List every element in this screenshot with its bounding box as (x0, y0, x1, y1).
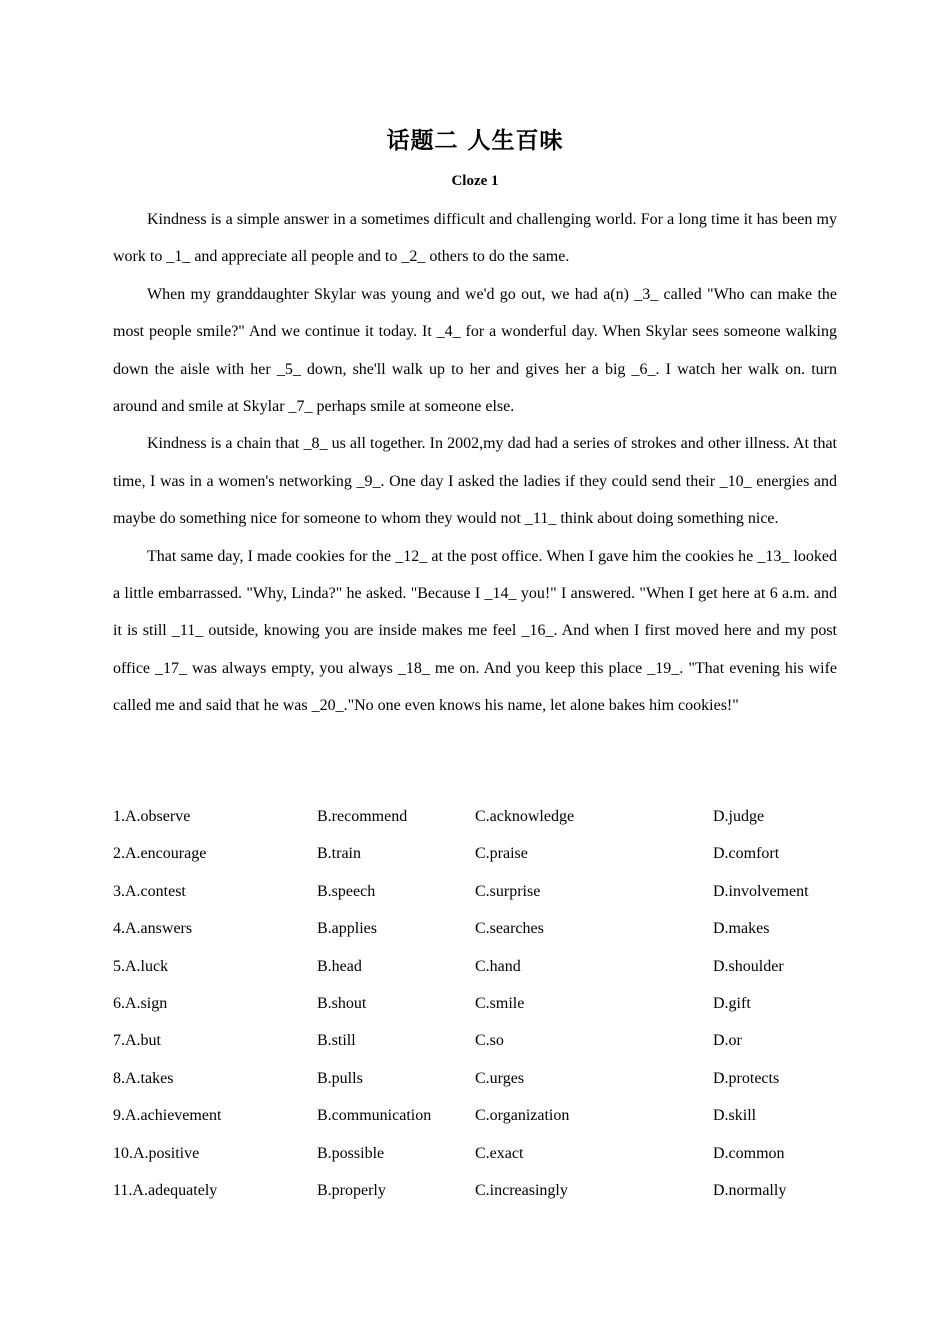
passage-paragraph: Kindness is a simple answer in a sometimes difficult and challenging world. For a long time it has been my work to _1_ and appreciate all people and to _2_ others to do the same. (113, 211, 837, 266)
option-a: 5.A.luck (113, 957, 169, 975)
option-d: D.protects (713, 1069, 780, 1087)
option-d: D.or (713, 1032, 742, 1050)
option-a: 10.A.positive (113, 1144, 200, 1162)
option-c: C.searches (475, 920, 544, 938)
option-d: D.normally (713, 1181, 787, 1199)
passage-paragraph: That same day, I made cookies for the _12_ at the post office. When I gave him the cookies he _13_ looked a little embarrassed. "Why, Linda?" he asked. "Because I _14_ you!" I answered. "When I get here at 6 a.m. and it is still _11_ outside, knowing you are inside makes me feel _16_. And when I first moved here and my post office _17_ was always empty, you always _18_ me on. And you keep this place _19_. "That evening his wife called me and said that he was _20_."No one even knows his name, let alone bakes him cookies!" (113, 547, 837, 715)
option-row (113, 835, 837, 872)
option-a: 1.A.observe (113, 808, 191, 825)
option-row (113, 910, 837, 947)
option-c: C.surprise (475, 882, 541, 900)
option-a: 9.A.achievement (113, 1107, 222, 1125)
option-a: 4.A.answers (113, 920, 193, 938)
option-row (113, 1172, 837, 1209)
option-row (113, 1097, 837, 1134)
option-d: D.judge (713, 808, 765, 825)
option-d: D.skill (713, 1107, 757, 1125)
option-d: D.common (713, 1144, 785, 1162)
option-c: C.hand (475, 957, 521, 975)
option-a: 3.A.contest (113, 882, 186, 900)
answer-options (113, 798, 837, 1209)
option-b: B.possible (317, 1144, 385, 1162)
option-b: B.applies (317, 920, 377, 938)
option-a: 6.A.sign (113, 994, 168, 1012)
option-b: B.shout (317, 994, 367, 1012)
option-b: B.head (317, 957, 362, 975)
option-c: C.acknowledge (475, 808, 575, 825)
option-a: 11.A.adequately (113, 1181, 218, 1199)
option-row (113, 798, 837, 835)
option-d: D.comfort (713, 845, 780, 863)
section-subtitle: Cloze 1 (451, 173, 499, 189)
option-d: D.makes (713, 920, 770, 938)
option-c: C.organization (475, 1107, 570, 1125)
option-a: 2.A.encourage (113, 845, 207, 863)
option-b: B.still (317, 1032, 356, 1050)
passage-paragraph: When my granddaughter Skylar was young and we'd go out, we had a(n) _3_ called "Who can make the most people smile?" And we continue it today. It _4_ for a wonderful day. When Skylar sees someone walking down the aisle with her _5_ down, she'll walk up to her and gives her a big _6_. I watch her walk on. turn around and smile at Skylar _7_ perhaps smile at someone else. (113, 285, 837, 416)
option-b: B.pulls (317, 1069, 363, 1087)
option-c: C.smile (475, 994, 525, 1012)
option-c: C.urges (475, 1069, 525, 1087)
option-row (113, 873, 837, 910)
option-row (113, 1060, 837, 1097)
option-c: C.so (475, 1032, 504, 1050)
option-c: C.increasingly (475, 1181, 568, 1199)
option-row (113, 1135, 837, 1172)
option-b: B.speech (317, 882, 376, 900)
option-d: D.involvement (713, 882, 809, 900)
option-b: B.properly (317, 1181, 386, 1199)
option-b: B.train (317, 845, 361, 863)
cloze-passage (113, 201, 837, 725)
page-title: 话题二 人生百味 (386, 127, 564, 154)
option-d: D.shoulder (713, 957, 784, 975)
option-b: B.recommend (317, 808, 408, 825)
option-row (113, 985, 837, 1022)
option-c: C.exact (475, 1144, 524, 1162)
option-d: D.gift (713, 994, 751, 1012)
option-c: C.praise (475, 845, 528, 863)
passage-paragraph: Kindness is a chain that _8_ us all together. In 2002,my dad had a series of strokes and other illness. At that time, I was in a women's networking _9_. One day I asked the ladies if they could send their _10_ energies and maybe do something nice for someone to whom they would not _11_ think about doing something nice. (113, 435, 837, 528)
option-row (113, 948, 837, 985)
option-a: 7.A.but (113, 1032, 161, 1050)
option-row (113, 1022, 837, 1059)
option-a: 8.A.takes (113, 1069, 174, 1087)
option-b: B.communication (317, 1107, 432, 1125)
